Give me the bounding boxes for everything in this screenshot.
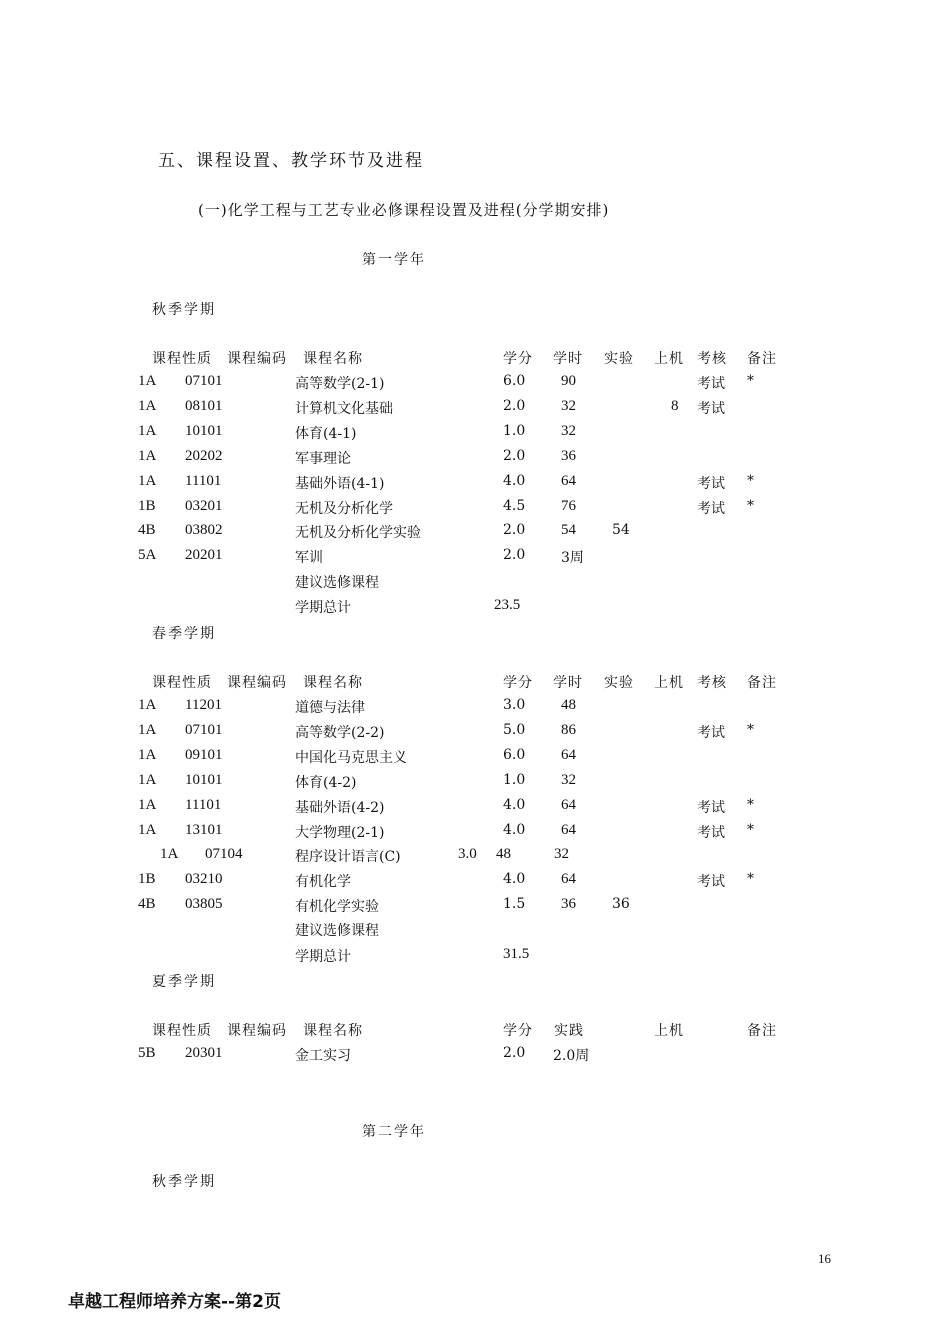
spring2-row-1-hours: 36 [561, 895, 576, 912]
autumn-row-4-exam: 考试 [697, 475, 725, 492]
spring-row-1-name: 高等数学(2-2) [295, 724, 385, 741]
spring-header-5: 实验 [604, 675, 634, 691]
autumn-header-7: 考核 [697, 351, 727, 367]
autumn-row-5-credit: 4.5 [503, 497, 526, 514]
spring-odd-row-hours: 48 [496, 846, 511, 862]
autumn-row-2-name: 体育(4-1) [295, 425, 357, 442]
autumn-row-5-name: 无机及分析化学 [295, 500, 393, 517]
spring-row-2-nature: 1A [138, 746, 157, 763]
summer-row-0-code: 20301 [185, 1045, 223, 1061]
spring-row-0-credit: 3.0 [503, 697, 526, 713]
spring-total-value: 31.5 [503, 946, 530, 962]
spring-odd-row-code: 07104 [205, 846, 243, 862]
spring-header-0: 课程性质 [152, 675, 212, 691]
summer-row-0-hours: 2.0周 [553, 1048, 590, 1064]
autumn-row-1-code: 08101 [185, 397, 223, 414]
autumn-total-label: 学期总计 [295, 600, 351, 616]
spring-row-5-nature: 1A [138, 821, 157, 838]
spring2-row-0-exam: 考试 [697, 874, 725, 890]
autumn-row-0-note: * [747, 373, 754, 389]
autumn-row-0-hours: 90 [561, 373, 576, 389]
autumn-row-4-note: * [747, 472, 754, 489]
spring-row-4-nature: 1A [138, 796, 157, 813]
spring-header-3: 学分 [503, 675, 533, 691]
autumn-row-1-credit: 2.0 [503, 397, 526, 414]
autumn-row-3-name: 军事理论 [295, 450, 351, 467]
spring2-row-1-lab: 36 [612, 895, 630, 912]
autumn-row-4-nature: 1A [138, 472, 157, 489]
spring-header-1: 课程编码 [227, 675, 287, 691]
autumn-row-1-exam: 考试 [697, 400, 725, 417]
autumn-row-4-hours: 64 [561, 472, 576, 489]
autumn-row-5-code: 03201 [185, 497, 223, 514]
autumn-row-2-credit: 1.0 [503, 422, 526, 439]
autumn-row-7-code: 20201 [185, 547, 223, 564]
spring-row-1-code: 07101 [185, 721, 223, 738]
summer-row-0-credit: 2.0 [503, 1045, 526, 1061]
spring-row-5-hours: 64 [561, 821, 576, 838]
spring-elective-label: 建议选修课程 [295, 923, 379, 939]
spring-total-label: 学期总计 [295, 949, 351, 965]
spring-row-0-name: 道德与法律 [295, 700, 365, 716]
autumn-row-6-credit: 2.0 [503, 522, 526, 539]
spring-row-4-exam: 考试 [697, 799, 725, 816]
spring-row-2-hours: 64 [561, 746, 576, 763]
spring-row-4-credit: 4.0 [503, 796, 526, 813]
term-autumn-2: 秋季学期 [152, 1174, 216, 1190]
spring-row-0-nature: 1A [138, 697, 157, 713]
autumn-row-7-credit: 2.0 [503, 547, 526, 564]
spring-row-0-code: 11201 [185, 697, 222, 713]
spring2-row-0-credit: 4.0 [503, 871, 526, 887]
spring-row-3-code: 10101 [185, 771, 223, 788]
autumn-header-2: 课程名称 [303, 351, 363, 367]
spring-row-3-hours: 32 [561, 771, 576, 788]
autumn-header-0: 课程性质 [152, 351, 212, 367]
autumn-row-4-name: 基础外语(4-1) [295, 475, 385, 492]
autumn-row-6-code: 03802 [185, 522, 223, 539]
spring2-row-1-code: 03805 [185, 895, 223, 912]
autumn-row-7-nature: 5A [138, 547, 157, 564]
autumn-row-6-lab: 54 [612, 522, 630, 539]
spring-header-2: 课程名称 [303, 675, 363, 691]
autumn-header-1: 课程编码 [227, 351, 287, 367]
spring-header-4: 学时 [553, 675, 583, 691]
autumn-row-2-code: 10101 [185, 422, 223, 439]
summer-header-4: 实践 [554, 1023, 584, 1039]
autumn-row-1-name: 计算机文化基础 [295, 400, 393, 417]
spring2-row-1-name: 有机化学实验 [295, 898, 379, 915]
spring-odd-row-nature: 1A [160, 846, 179, 862]
autumn-row-5-exam: 考试 [697, 500, 725, 517]
autumn-row-1-nature: 1A [138, 397, 157, 414]
autumn-row-7-name: 军训 [295, 550, 323, 567]
autumn-row-7-hours: 3周 [561, 550, 584, 567]
year-heading-2: 第二学年 [362, 1124, 426, 1140]
spring-row-4-name: 基础外语(4-2) [295, 799, 385, 816]
spring-row-3-nature: 1A [138, 771, 157, 788]
spring-header-6: 上机 [654, 675, 684, 691]
autumn-row-5-note: * [747, 497, 754, 514]
autumn-row-3-code: 20202 [185, 447, 223, 464]
autumn-total-value: 23.5 [494, 597, 521, 613]
sub-title: (一)化学工程与工艺专业必修课程设置及进程(分学期安排) [198, 201, 610, 219]
spring-row-1-hours: 86 [561, 721, 576, 738]
page-number: 16 [818, 1251, 831, 1266]
summer-header-0: 课程性质 [152, 1023, 212, 1039]
spring-row-1-exam: 考试 [697, 724, 725, 741]
summer-header-6: 备注 [747, 1023, 777, 1039]
summer-header-3: 学分 [503, 1023, 533, 1039]
autumn-row-0-exam: 考试 [697, 376, 725, 392]
autumn-header-8: 备注 [747, 351, 777, 367]
summer-header-1: 课程编码 [227, 1023, 287, 1039]
spring-row-2-name: 中国化马克思主义 [295, 749, 407, 766]
spring-row-5-exam: 考试 [697, 824, 725, 841]
spring2-row-0-nature: 1B [138, 871, 156, 887]
autumn-row-6-name: 无机及分析化学实验 [295, 525, 421, 542]
spring-row-5-credit: 4.0 [503, 821, 526, 838]
spring-row-4-code: 11101 [185, 796, 222, 813]
term-summer-1: 夏季学期 [152, 974, 216, 990]
summer-header-2: 课程名称 [303, 1023, 363, 1039]
autumn-row-5-nature: 1B [138, 497, 156, 514]
spring-row-1-nature: 1A [138, 721, 157, 738]
spring2-row-0-hours: 64 [561, 871, 576, 887]
spring-row-3-name: 体育(4-2) [295, 774, 357, 791]
spring-odd-row-credit: 3.0 [458, 846, 477, 862]
autumn-row-3-nature: 1A [138, 447, 157, 464]
autumn-row-0-nature: 1A [138, 373, 157, 389]
spring-row-1-credit: 5.0 [503, 721, 526, 738]
autumn-row-3-credit: 2.0 [503, 447, 526, 464]
spring-row-4-note: * [747, 796, 754, 813]
spring-row-5-code: 13101 [185, 821, 223, 838]
footer-text: 卓越工程师培养方案--第2页 [68, 1292, 281, 1312]
spring2-row-0-name: 有机化学 [295, 874, 351, 890]
autumn-row-4-code: 11101 [185, 472, 222, 489]
autumn-header-6: 上机 [654, 351, 684, 367]
spring-row-3-credit: 1.0 [503, 771, 526, 788]
term-spring-1: 春季学期 [152, 626, 216, 642]
spring2-row-0-note: * [747, 871, 754, 887]
autumn-row-0-credit: 6.0 [503, 373, 526, 389]
summer-row-0-nature: 5B [138, 1045, 156, 1061]
summer-row-0-name: 金工实习 [295, 1048, 351, 1064]
spring-header-8: 备注 [747, 675, 777, 691]
autumn-row-4-credit: 4.0 [503, 472, 526, 489]
autumn-row-6-hours: 54 [561, 522, 576, 539]
term-autumn-1: 秋季学期 [152, 302, 216, 318]
spring-header-7: 考核 [697, 675, 727, 691]
autumn-header-3: 学分 [503, 351, 533, 367]
autumn-row-6-nature: 4B [138, 522, 156, 539]
spring-odd-row-name: 程序设计语言(C) [295, 849, 401, 865]
spring2-row-1-credit: 1.5 [503, 895, 526, 912]
autumn-row-1-computer: 8 [671, 397, 679, 414]
spring2-row-0-code: 03210 [185, 871, 223, 887]
spring-row-0-hours: 48 [561, 697, 576, 713]
spring-row-5-name: 大学物理(2-1) [295, 824, 385, 841]
autumn-row-0-code: 07101 [185, 373, 223, 389]
year-heading-1: 第一学年 [362, 252, 426, 268]
autumn-row-3-hours: 36 [561, 447, 576, 464]
spring2-row-1-nature: 4B [138, 895, 156, 912]
spring-row-4-hours: 64 [561, 796, 576, 813]
autumn-header-5: 实验 [604, 351, 634, 367]
spring-row-2-code: 09101 [185, 746, 223, 763]
spring-row-5-note: * [747, 821, 754, 838]
autumn-row-5-hours: 76 [561, 497, 576, 514]
autumn-row-2-nature: 1A [138, 422, 157, 439]
autumn-header-4: 学时 [553, 351, 583, 367]
spring-odd-row-lab: 32 [554, 846, 569, 862]
autumn-elective-label: 建议选修课程 [295, 575, 379, 591]
autumn-row-1-hours: 32 [561, 397, 576, 414]
spring-row-2-credit: 6.0 [503, 746, 526, 763]
spring-row-1-note: * [747, 721, 754, 738]
section-title: 五、课程设置、教学环节及进程 [158, 151, 424, 171]
autumn-row-0-name: 高等数学(2-1) [295, 376, 385, 392]
autumn-row-2-hours: 32 [561, 422, 576, 439]
summer-header-5: 上机 [654, 1023, 684, 1039]
